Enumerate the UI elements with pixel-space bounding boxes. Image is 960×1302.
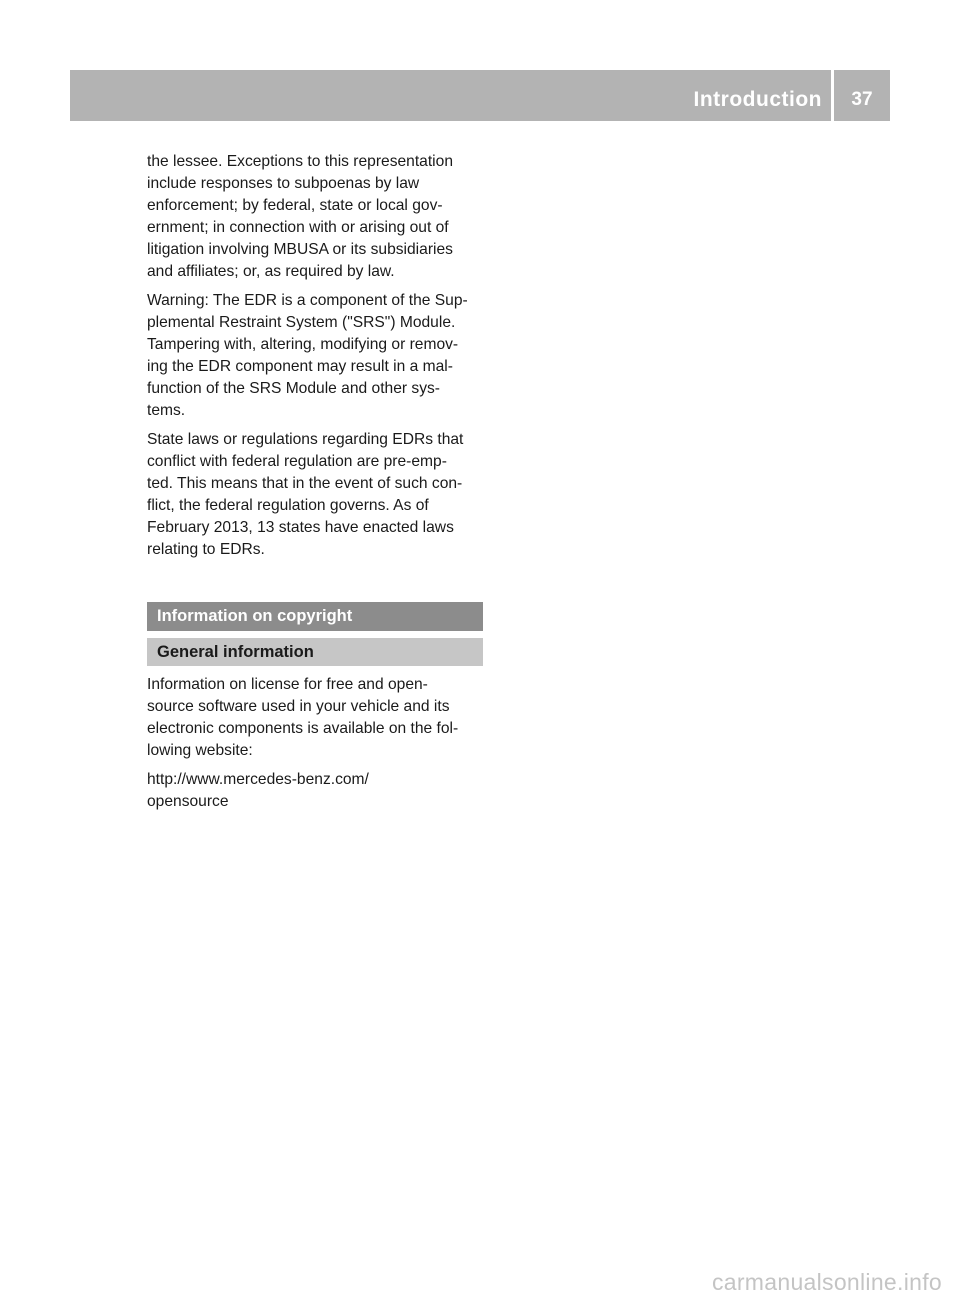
text-line: flict, the federal regulation governs. As of <box>147 497 429 514</box>
page-number: 37 <box>851 89 873 110</box>
text-line: Warning: The EDR is a component of the Sup- <box>147 292 468 309</box>
text-line: source software used in your vehicle and its <box>147 698 450 715</box>
site-watermark: carmanualsonline.info <box>711 1269 942 1295</box>
url-line: http://www.mercedes-benz.com/ <box>147 771 369 788</box>
text-line: lowing website: <box>147 742 253 759</box>
paragraph-url <box>147 769 483 813</box>
paragraph-warning <box>147 290 483 422</box>
text-line: conflict with federal regulation are pre-emp- <box>147 453 447 470</box>
text-line: litigation involving MBUSA or its subsidiaries <box>147 241 453 258</box>
text-line: and affiliates; or, as required by law. <box>147 263 395 280</box>
text-line: the lessee. Exceptions to this representation <box>147 153 453 170</box>
section-heading: Information on copyright <box>147 602 483 631</box>
text-line: enforcement; by federal, state or local gov- <box>147 197 443 214</box>
text-line: relating to EDRs. <box>147 541 265 558</box>
paragraph-lessee <box>147 151 483 283</box>
text-line: include responses to subpoenas by law <box>147 175 420 192</box>
url-line: opensource <box>147 793 229 810</box>
text-column <box>147 151 483 820</box>
text-line: plemental Restraint System ("SRS") Module. <box>147 314 456 331</box>
text-line: State laws or regulations regarding EDRs that <box>147 431 464 448</box>
paragraph-license <box>147 674 483 762</box>
text-line: ing the EDR component may result in a mal- <box>147 358 453 375</box>
text-line: function of the SRS Module and other sys- <box>147 380 440 397</box>
text-line: February 2013, 13 states have enacted laws <box>147 519 454 536</box>
paragraph-state-laws <box>147 429 483 561</box>
text-line: Tampering with, altering, modifying or remov- <box>147 336 459 353</box>
text-line: Information on license for free and open- <box>147 676 428 693</box>
sub-heading: General information <box>147 638 483 666</box>
text-line: electronic components is available on the fol- <box>147 720 459 737</box>
chapter-title: Introduction <box>693 88 822 111</box>
page-header <box>70 70 890 121</box>
text-line: ernment; in connection with or arising out of <box>147 219 449 236</box>
text-line: ted. This means that in the event of such con- <box>147 475 463 492</box>
text-line: tems. <box>147 402 186 419</box>
